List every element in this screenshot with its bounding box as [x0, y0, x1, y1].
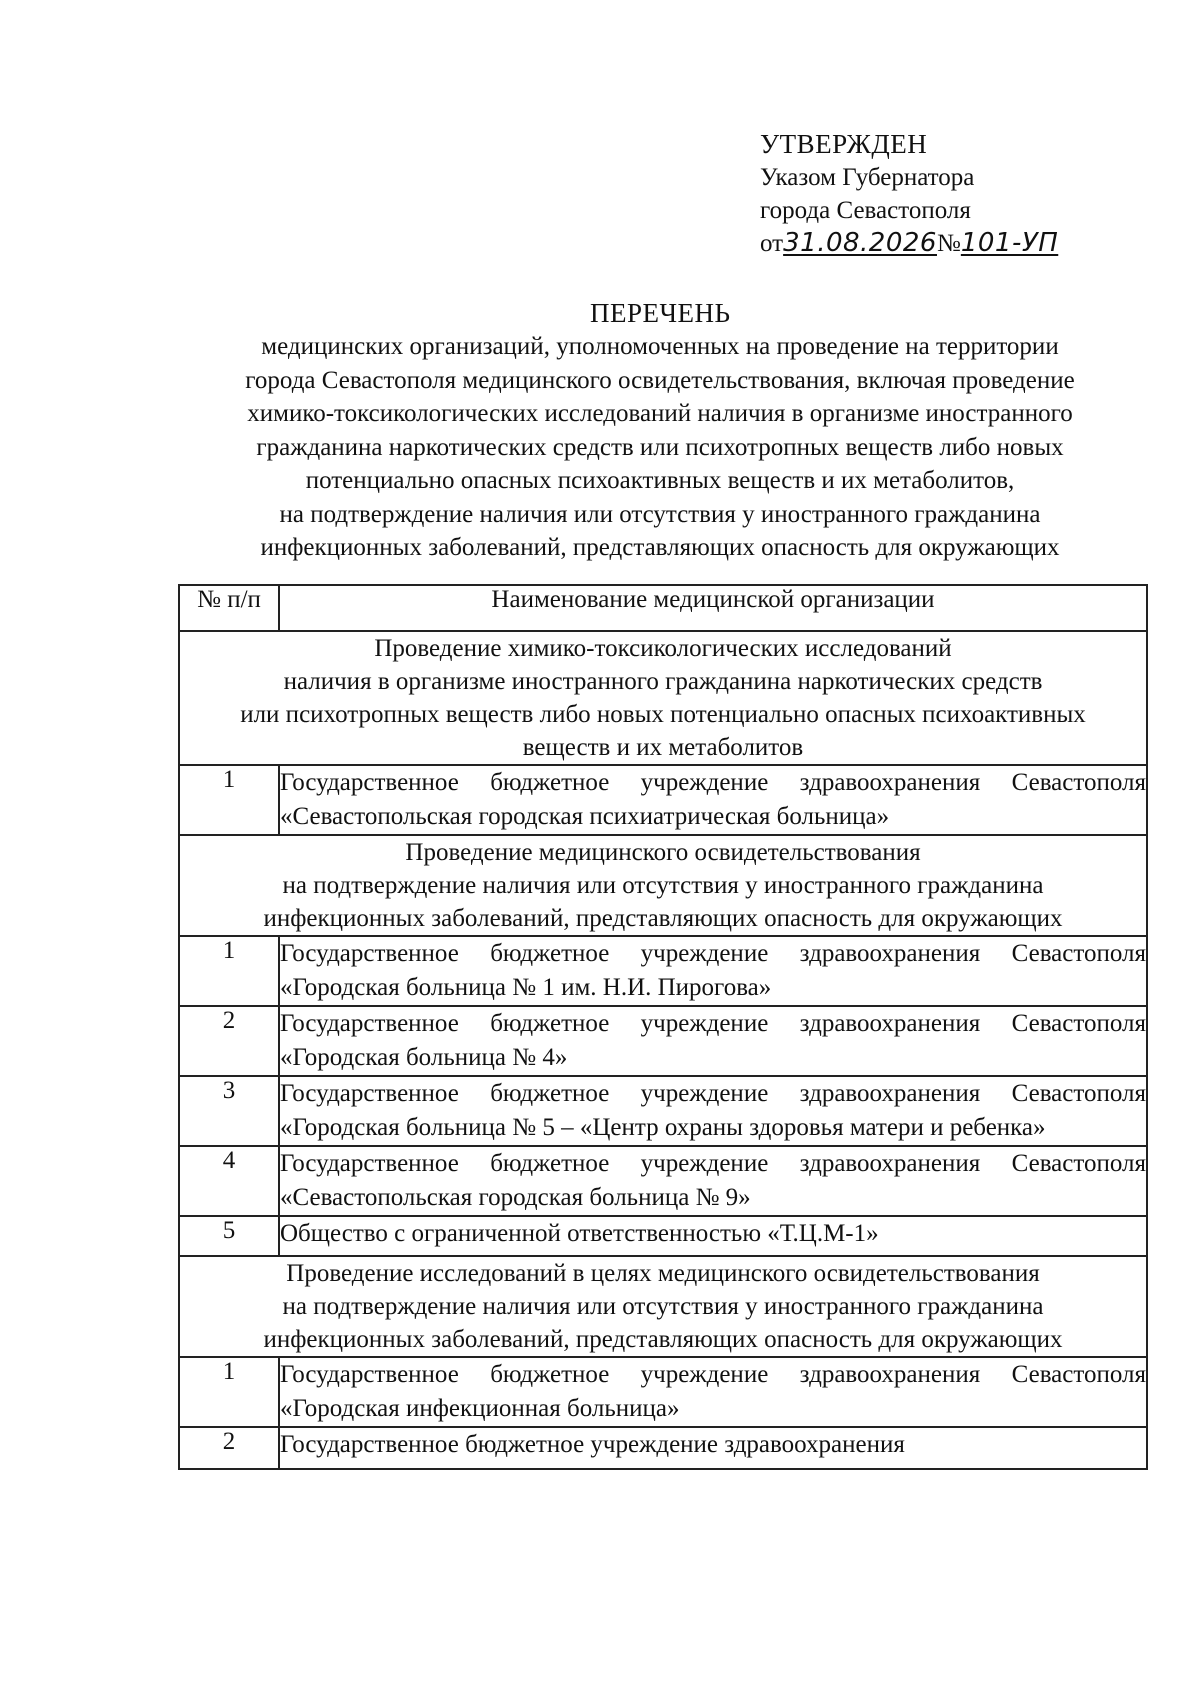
table-row [179, 1216, 1147, 1256]
section-row [179, 1256, 1147, 1357]
number-prefix: № [936, 230, 961, 257]
subtitle-line: потенциально опасных психоактивных веществ и их метаболитов, [305, 467, 1015, 494]
organization-name: Государственное бюджетное учреждение здравоохранения Севастополя «Городская больница № 4» [279, 1006, 1147, 1076]
subtitle-line: инфекционных заболеваний, представляющих опасность для окружающих [260, 534, 1060, 561]
organization-name: Государственное бюджетное учреждение здравоохранения [279, 1427, 1147, 1469]
table-row [179, 1076, 1147, 1146]
row-number: 1 [179, 765, 279, 835]
subtitle-line: гражданина наркотических средств или психотропных веществ либо новых [256, 433, 1064, 461]
section-title-line: или психотропных веществ либо новых потенциально опасных психоактивных [240, 701, 1086, 728]
document-heading: ПЕРЕЧЕНЬ [590, 298, 731, 328]
section-title-line: Проведение исследований в целях медицинского освидетельствования [286, 1260, 1040, 1287]
row-number: 5 [179, 1216, 279, 1256]
section-title-line: на подтверждение наличия или отсутствия у иностранного гражданина [282, 1293, 1044, 1320]
row-number: 3 [179, 1076, 279, 1146]
subtitle-line: медицинских организаций, уполномоченных на проведение на территории [261, 333, 1059, 360]
organization-name: Государственное бюджетное учреждение здравоохранения Севастополя «Севастопольская городская больница № 9» [279, 1146, 1147, 1216]
row-number: 1 [179, 936, 279, 1006]
organization-name: Государственное бюджетное учреждение здравоохранения Севастополя «Севастопольская городская психиатрическая больница» [279, 765, 1147, 835]
row-number: 1 [179, 1357, 279, 1427]
section-title-line: на подтверждение наличия или отсутствия у иностранного гражданина [282, 872, 1044, 899]
subtitle-line: химико-токсикологических исследований наличия в организме иностранного [247, 400, 1073, 427]
table-row [179, 1357, 1147, 1427]
organization-name: Общество с ограниченной ответственностью «Т.Ц.М-1» [279, 1216, 1147, 1256]
column-header-name: Наименование медицинской организации [279, 585, 1147, 631]
approval-title: УТВЕРЖДЕН [760, 129, 928, 159]
approval-line-2: города Севастополя [760, 197, 971, 224]
organization-name: Государственное бюджетное учреждение здравоохранения Севастополя «Городская больница № 1 им. Н.И. Пирогова» [279, 936, 1147, 1006]
organizations-table [178, 584, 1148, 1470]
row-number: 2 [179, 1006, 279, 1076]
table-row [179, 936, 1147, 1006]
section-row [179, 631, 1147, 765]
decree-number: 101-УП [960, 228, 1059, 258]
section-title-line: наличия в организме иностранного гражданина наркотических средств [283, 668, 1043, 695]
table-row [179, 1146, 1147, 1216]
section-title-line: инфекционных заболеваний, представляющих опасность для окружающих [263, 905, 1063, 932]
table-row [179, 765, 1147, 835]
organization-name: Государственное бюджетное учреждение здравоохранения Севастополя «Городская инфекционная больница» [279, 1357, 1147, 1427]
section-title [179, 1256, 1147, 1357]
row-number: 2 [179, 1427, 279, 1469]
table-row [179, 1427, 1147, 1469]
approval-block [760, 128, 1058, 260]
document-subtitle [190, 330, 1130, 565]
column-header-number: № п/п [179, 585, 279, 631]
table-header-row [179, 585, 1147, 631]
decree-date: 31.08.2026 [783, 228, 937, 258]
section-title-line: Проведение химико-токсикологических исследований [374, 635, 952, 662]
section-row [179, 835, 1147, 936]
section-title-line: инфекционных заболеваний, представляющих опасность для окружающих [263, 1326, 1063, 1353]
table-row [179, 1006, 1147, 1076]
row-number: 4 [179, 1146, 279, 1216]
section-title [179, 631, 1147, 765]
approval-line-1: Указом Губернатора [760, 164, 975, 191]
organization-name: Государственное бюджетное учреждение здравоохранения Севастополя «Городская больница № 5 – «Центр охраны здоровья матери и ребенка» [279, 1076, 1147, 1146]
subtitle-line: на подтверждение наличия или отсутствия у иностранного гражданина [279, 500, 1041, 528]
section-title-line: Проведение медицинского освидетельствования [405, 839, 921, 866]
approval-decree-line [760, 227, 1058, 260]
section-title-line: веществ и их метаболитов [522, 734, 804, 761]
date-prefix: от [760, 230, 784, 257]
section-title [179, 835, 1147, 936]
subtitle-line: города Севастополя медицинского освидетельствования, включая проведение [245, 366, 1075, 394]
